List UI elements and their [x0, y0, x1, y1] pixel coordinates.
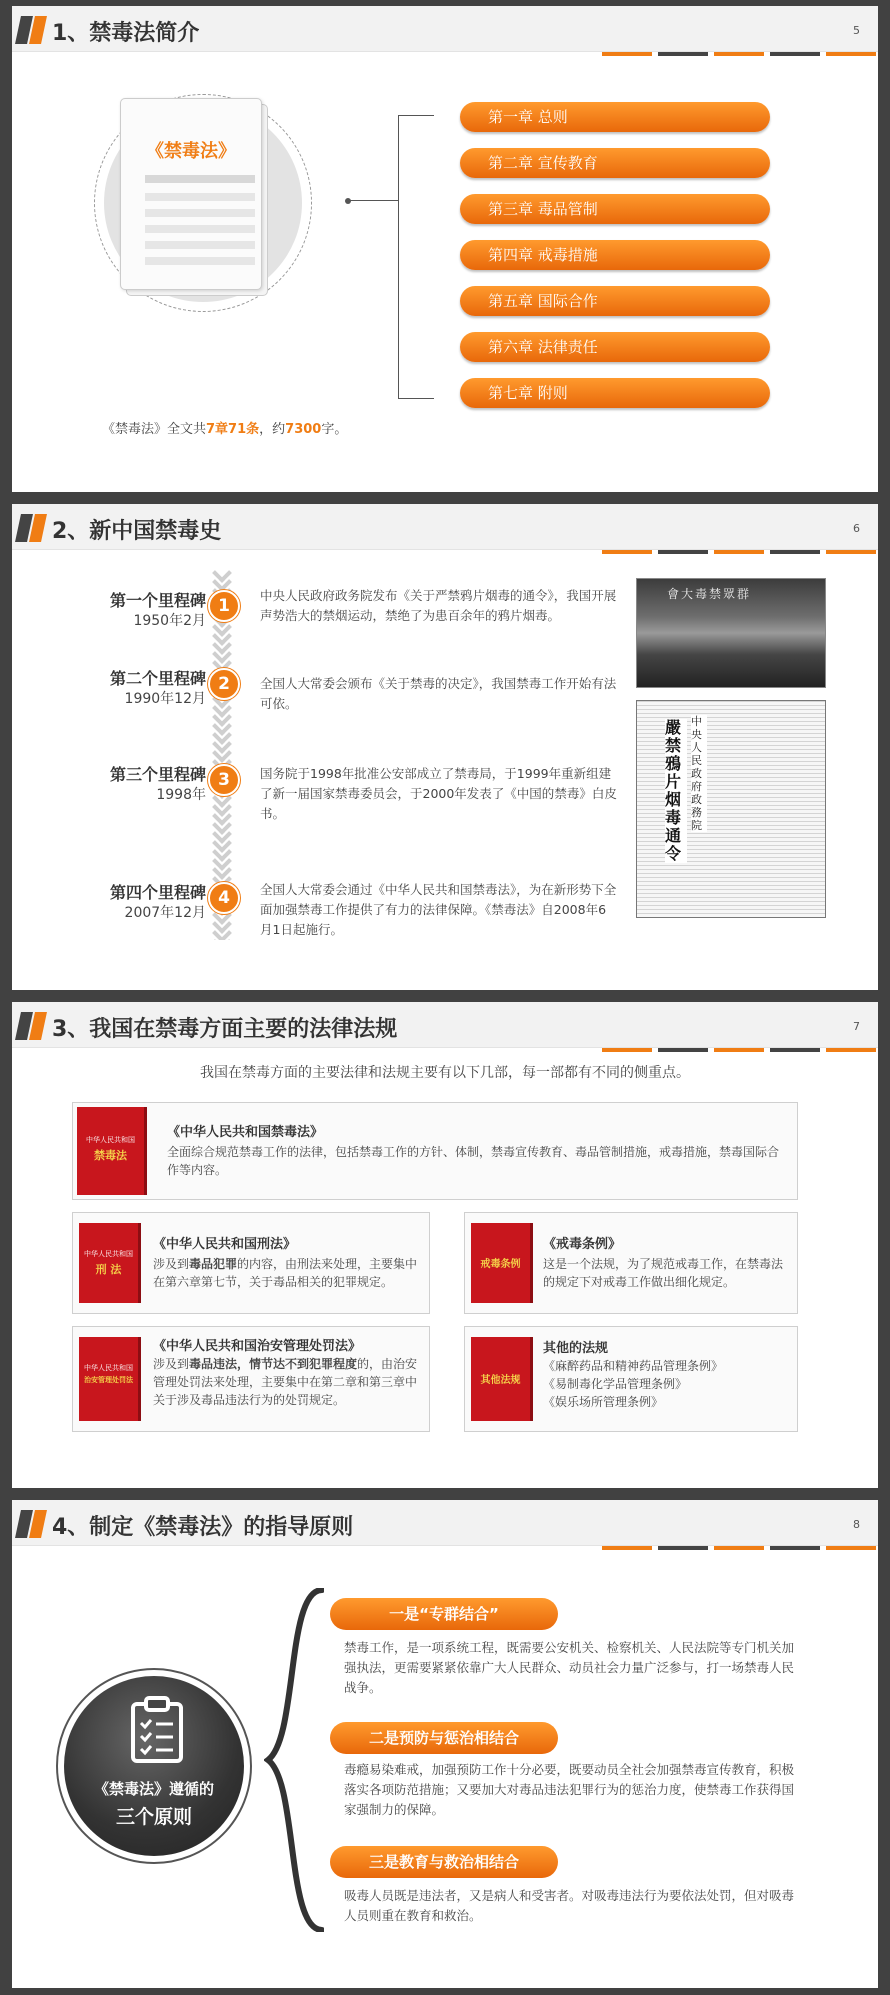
ring-line-2: 三个原则 — [115, 1806, 192, 1828]
slide-3 — [12, 1002, 878, 1488]
caption-highlight: 7章71条 — [206, 422, 260, 437]
page-number: 7 — [853, 1020, 860, 1033]
milestone-title: 第四个里程碑 — [109, 883, 206, 902]
law-list — [543, 1357, 791, 1411]
connector-line — [348, 200, 398, 201]
milestone-desc: 中央人民政府政务院发布《关于严禁鸦片烟毒的通令》，我国开展声势浩大的禁烟运动，禁绝了为患百余年的鸦片烟毒。 — [260, 588, 617, 623]
law-desc-text: 涉及到 — [153, 1257, 190, 1271]
chapter-pill: 第三章 毒品管制 — [460, 194, 770, 224]
slide-2 — [12, 504, 878, 990]
chapter-pill: 第四章 戒毒措施 — [460, 240, 770, 270]
law-desc: 这是一个法规，为了规范戒毒工作，在禁毒法的规定下对戒毒工作做出细化规定。 — [543, 1257, 784, 1289]
law-desc: 全面综合规范禁毒工作的法律，包括禁毒工作的方针、体制，禁毒宣传教育、毒品管制措施，戒毒措施，禁毒国际合作等内容。 — [167, 1145, 780, 1177]
law-desc-bold: 毒品违法，情节达不到犯罪程度 — [189, 1357, 358, 1371]
slide-header — [12, 1500, 878, 1546]
header-stripes — [602, 1546, 878, 1550]
summary-caption — [102, 418, 347, 437]
book-title: 刑 法 — [95, 1263, 122, 1276]
page-number: 5 — [853, 24, 860, 37]
milestone-desc: 国务院于1998年批准公安部成立了禁毒局，于1999年重新组建了新一届国家禁毒委员会，于2000年发表了《中国的禁毒》白皮书。 — [260, 766, 617, 821]
law-card-main — [72, 1102, 798, 1200]
brace-shape — [264, 1588, 324, 1932]
law-desc-text: 涉及到 — [153, 1357, 190, 1371]
slide-header — [12, 6, 878, 52]
chapter-pill: 第六章 法律责任 — [460, 332, 770, 362]
principle-pill: 三是教育与救治相结合 — [330, 1846, 558, 1878]
law-list-item: 《麻醉药品和精神药品管理条例》 — [543, 1359, 724, 1373]
slide-header — [12, 1002, 878, 1048]
ring-line-1: 《禁毒法》遵循的 — [93, 1780, 214, 1798]
caption-text: ，约 — [259, 422, 286, 437]
photo-banner-text: 會大毒禁眾群 — [667, 587, 752, 601]
historic-photo-rally — [636, 578, 826, 688]
slide-title: 2、新中国禁毒史 — [52, 519, 222, 544]
principle-desc: 吸毒人员既是违法者，又是病人和受害者。对吸毒违法行为要依法处罚，但对吸毒人员则重在教育和救治。 — [344, 1888, 795, 1923]
book-subtitle: 中华人民共和国 — [86, 1136, 135, 1144]
milestone-date: 1950年2月 — [133, 613, 206, 629]
slide-title: 3、我国在禁毒方面主要的法律法规 — [52, 1017, 398, 1042]
book-cover — [79, 1337, 141, 1421]
milestone-title: 第三个里程碑 — [109, 765, 206, 784]
book-cover — [77, 1107, 147, 1195]
book-cover — [471, 1337, 533, 1421]
law-desc-text: 的，由治安管理处罚法来处理，主要集中在第二章和第三章中关于涉及毒品违法行为的处罚规定。 — [153, 1357, 418, 1407]
caption-text: 字。 — [321, 422, 348, 437]
slide-header — [12, 504, 878, 550]
caption-highlight: 7300 — [285, 422, 322, 437]
law-card-public-security — [72, 1326, 430, 1432]
law-card-rehab — [464, 1212, 798, 1314]
law-title: 《中华人民共和国治安管理处罚法》 — [153, 1339, 362, 1354]
doc-line — [145, 209, 255, 217]
law-intro: 我国在禁毒方面的主要法律和法规主要有以下几部，每一部都有不同的侧重点。 — [200, 1065, 690, 1081]
caption-text: 《禁毒法》全文共 — [102, 422, 207, 437]
doc-line — [145, 193, 255, 201]
document-icon — [120, 98, 262, 290]
law-title: 《中华人民共和国禁毒法》 — [167, 1125, 324, 1140]
connector-line — [398, 115, 399, 398]
chapter-pill: 第五章 国际合作 — [460, 286, 770, 316]
law-card-other — [464, 1326, 798, 1432]
book-cover — [471, 1223, 533, 1303]
header-stripes — [602, 1048, 878, 1052]
principle-desc: 毒瘾易染难戒，加强预防工作十分必要，既要动员全社会加强禁毒宣传教育，积极落实各项防范措施；又要加大对毒品违法犯罪行为的惩治力度，使禁毒工作获得国家强制力的保障。 — [344, 1762, 795, 1817]
historic-photo-decree — [636, 700, 826, 918]
milestone-desc: 全国人大常委会颁布《关于禁毒的决定》，我国禁毒工作开始有法可依。 — [260, 676, 617, 711]
chapter-pill: 第七章 附则 — [460, 378, 770, 408]
principle-desc: 禁毒工作，是一项系统工程，既需要公安机关、检察机关、人民法院等专门机关加强执法，更需要紧紧依靠广大人民群众、动员社会力量广泛参与，打一场禁毒人民战争。 — [344, 1640, 795, 1695]
law-desc — [153, 1255, 421, 1291]
law-desc-bold: 毒品犯罪 — [189, 1257, 238, 1271]
doc-line — [145, 225, 255, 233]
milestone-number: 1 — [208, 590, 240, 622]
milestone-number: 4 — [208, 882, 240, 914]
chapter-pill: 第二章 宣传教育 — [460, 148, 770, 178]
header-stripes — [602, 52, 878, 56]
milestone-number: 2 — [208, 668, 240, 700]
law-card-criminal — [72, 1212, 430, 1314]
decree-headline: 嚴禁鴉片烟毒通令 — [665, 719, 687, 863]
milestone-title: 第一个里程碑 — [109, 591, 206, 610]
doc-line — [145, 257, 255, 265]
law-desc — [153, 1355, 423, 1409]
connector-dot — [345, 198, 351, 204]
law-desc-text: 的内容，由刑法来处理，主要集中在第六章第七节，关于毒品相关的犯罪规定。 — [153, 1257, 418, 1289]
law-title: 《中华人民共和国刑法》 — [153, 1237, 297, 1252]
law-list-item: 《易制毒化学品管理条例》 — [543, 1377, 688, 1391]
page-number: 8 — [853, 1518, 860, 1531]
doc-title: 《禁毒法》 — [146, 141, 236, 162]
page-number: 6 — [853, 522, 860, 535]
book-title: 戒毒条例 — [480, 1259, 521, 1270]
book-title: 其他法规 — [480, 1375, 521, 1386]
milestone-title: 第二个里程碑 — [109, 669, 206, 688]
connector-tick — [398, 398, 434, 399]
clipboard-icon — [130, 1696, 184, 1764]
law-list-item: 《娱乐场所管理条例》 — [543, 1395, 664, 1409]
principle-pill: 二是预防与惩治相结合 — [330, 1722, 558, 1754]
milestone-number: 3 — [208, 764, 240, 796]
slide-1 — [12, 6, 878, 492]
doc-line — [145, 241, 255, 249]
book-title: 禁毒法 — [94, 1149, 127, 1162]
law-title: 《戒毒条例》 — [543, 1237, 622, 1252]
book-subtitle: 中华人民共和国 — [84, 1250, 133, 1258]
principle-pill: 一是“专群结合” — [330, 1598, 558, 1630]
milestone-date: 1990年12月 — [124, 691, 206, 707]
book-title: 治安管理处罚法 — [84, 1376, 133, 1384]
header-stripes — [602, 550, 878, 554]
slide-title: 1、禁毒法简介 — [52, 21, 200, 46]
doc-line — [145, 175, 255, 183]
decree-issuer: 中央人民政府政務院 — [691, 715, 707, 832]
law-title: 其他的法规 — [543, 1341, 609, 1356]
book-subtitle: 中华人民共和国 — [84, 1364, 133, 1372]
book-cover — [79, 1223, 141, 1303]
milestone-desc: 全国人大常委会通过《中华人民共和国禁毒法》，为在新形势下全面加强禁毒工作提供了有力的法律保障。《禁毒法》自2008年6月1日起施行。 — [260, 882, 617, 937]
slide-title: 4、制定《禁毒法》的指导原则 — [52, 1515, 354, 1540]
milestone-date: 2007年12月 — [124, 905, 206, 921]
chapter-pill: 第一章 总则 — [460, 102, 770, 132]
slide-4 — [12, 1500, 878, 1988]
milestone-date: 1998年 — [156, 787, 206, 803]
connector-tick — [398, 115, 434, 116]
